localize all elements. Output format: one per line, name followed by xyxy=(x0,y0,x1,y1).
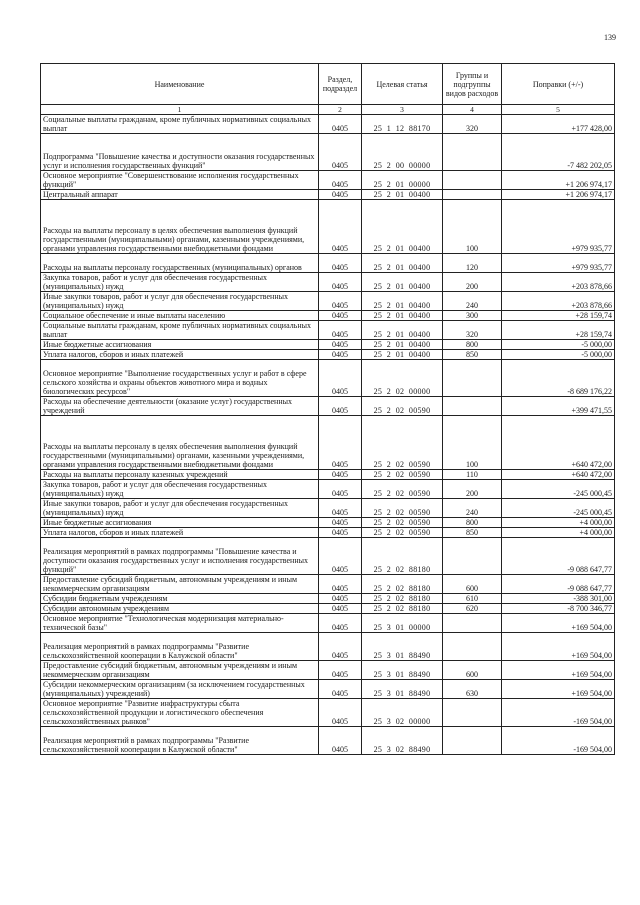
row-name: Расходы на выплаты персоналу казенных учреждений xyxy=(41,470,319,480)
row-group xyxy=(443,633,502,661)
row-target: 25 2 02 00590 xyxy=(362,518,443,528)
row-name: Уплата налогов, сборов и иных платежей xyxy=(41,350,319,360)
row-section: 0405 xyxy=(319,499,362,518)
header-section: Раздел, подраздел xyxy=(319,64,362,105)
row-amount: -169 504,00 xyxy=(502,727,615,755)
row-amount: +1 206 974,17 xyxy=(502,190,615,200)
row-section: 0405 xyxy=(319,614,362,633)
table-row xyxy=(41,171,615,190)
row-name: Основное мероприятие "Совершенствование исполнения государственных функций" xyxy=(41,171,319,190)
row-amount: +28 159,74 xyxy=(502,321,615,340)
table-row xyxy=(41,340,615,350)
row-name: Расходы на обеспечение деятельности (оказание услуг) государственных учреждений xyxy=(41,397,319,416)
row-target: 25 2 01 00400 xyxy=(362,292,443,311)
table-row xyxy=(41,397,615,416)
row-section: 0405 xyxy=(319,538,362,575)
table-row xyxy=(41,190,615,200)
row-section: 0405 xyxy=(319,470,362,480)
row-amount: +169 504,00 xyxy=(502,614,615,633)
table-row xyxy=(41,416,615,470)
row-target: 25 3 01 88490 xyxy=(362,661,443,680)
row-amount: +4 000,00 xyxy=(502,528,615,538)
table-row xyxy=(41,292,615,311)
row-group: 620 xyxy=(443,604,502,614)
row-name: Иные закупки товаров, работ и услуг для обеспечения государственных (муниципальных) нужд xyxy=(41,292,319,311)
table-row xyxy=(41,254,615,273)
column-number-row xyxy=(41,105,615,115)
row-section: 0405 xyxy=(319,661,362,680)
row-section: 0405 xyxy=(319,340,362,350)
table-row xyxy=(41,727,615,755)
row-group: 850 xyxy=(443,350,502,360)
row-group: 300 xyxy=(443,311,502,321)
row-target: 25 3 02 88490 xyxy=(362,727,443,755)
row-target: 25 2 01 00400 xyxy=(362,340,443,350)
table-row xyxy=(41,470,615,480)
row-target: 25 2 02 88180 xyxy=(362,575,443,594)
column-number: 5 xyxy=(502,105,615,115)
row-amount: -9 088 647,77 xyxy=(502,575,615,594)
row-section: 0405 xyxy=(319,604,362,614)
row-group: 610 xyxy=(443,594,502,604)
row-section: 0405 xyxy=(319,480,362,499)
budget-table xyxy=(40,63,615,755)
row-section: 0405 xyxy=(319,727,362,755)
row-amount: +28 159,74 xyxy=(502,311,615,321)
row-target: 25 2 01 00400 xyxy=(362,200,443,254)
row-group: 100 xyxy=(443,200,502,254)
row-name: Расходы на выплаты персоналу в целях обеспечения выполнения функций государственными (муниципальными) органами, казенными учреждениями, органами управления государственными внебюджетными фондами xyxy=(41,416,319,470)
row-target: 25 2 02 88180 xyxy=(362,594,443,604)
row-section: 0405 xyxy=(319,350,362,360)
row-section: 0405 xyxy=(319,200,362,254)
row-target: 25 2 02 00590 xyxy=(362,528,443,538)
row-target: 25 2 01 00000 xyxy=(362,171,443,190)
row-name: Подпрограмма "Повышение качества и доступности оказания государственных услуг и исполнения государственных функций" xyxy=(41,134,319,171)
row-name: Основное мероприятие "Выполнение государственных услуг и работ в сфере сельского хозяйства и охраны объектов животного мира и водных биологических ресурсов" xyxy=(41,360,319,397)
row-target: 25 2 01 00400 xyxy=(362,350,443,360)
row-amount: -388 301,00 xyxy=(502,594,615,604)
row-amount: -245 000,45 xyxy=(502,480,615,499)
table-row xyxy=(41,115,615,134)
row-name: Иные бюджетные ассигнования xyxy=(41,340,319,350)
row-name: Реализация мероприятий в рамках подпрограммы "Повышение качества и доступности оказания государственных услуг и исполнения государственных функций" xyxy=(41,538,319,575)
row-group: 600 xyxy=(443,661,502,680)
row-amount: -5 000,00 xyxy=(502,350,615,360)
row-group: 200 xyxy=(443,273,502,292)
row-amount: -169 504,00 xyxy=(502,699,615,727)
row-group xyxy=(443,397,502,416)
row-name: Центральный аппарат xyxy=(41,190,319,200)
row-section: 0405 xyxy=(319,416,362,470)
row-group: 850 xyxy=(443,528,502,538)
row-name: Субсидии автономным учреждениям xyxy=(41,604,319,614)
table-row xyxy=(41,614,615,633)
row-amount: +640 472,00 xyxy=(502,416,615,470)
table-row xyxy=(41,594,615,604)
row-target: 25 3 02 00000 xyxy=(362,699,443,727)
header-name: Наименование xyxy=(41,64,319,105)
row-section: 0405 xyxy=(319,171,362,190)
column-number: 3 xyxy=(362,105,443,115)
row-group: 240 xyxy=(443,292,502,311)
row-target: 25 2 02 00590 xyxy=(362,397,443,416)
row-group xyxy=(443,360,502,397)
row-target: 25 2 02 88180 xyxy=(362,538,443,575)
table-row xyxy=(41,273,615,292)
row-name: Расходы на выплаты персоналу государственных (муниципальных) органов xyxy=(41,254,319,273)
row-section: 0405 xyxy=(319,699,362,727)
column-number: 1 xyxy=(41,105,319,115)
row-amount: +1 206 974,17 xyxy=(502,171,615,190)
table-row xyxy=(41,633,615,661)
row-section: 0405 xyxy=(319,321,362,340)
row-section: 0405 xyxy=(319,254,362,273)
row-group: 200 xyxy=(443,480,502,499)
row-amount: -245 000,45 xyxy=(502,499,615,518)
row-target: 25 3 01 88490 xyxy=(362,633,443,661)
row-target: 25 2 02 88180 xyxy=(362,604,443,614)
row-section: 0405 xyxy=(319,528,362,538)
row-group xyxy=(443,190,502,200)
row-target: 25 2 01 00400 xyxy=(362,190,443,200)
table-row xyxy=(41,604,615,614)
row-target: 25 2 01 00400 xyxy=(362,254,443,273)
row-target: 25 2 01 00400 xyxy=(362,311,443,321)
table-row xyxy=(41,499,615,518)
table-row xyxy=(41,350,615,360)
row-group: 240 xyxy=(443,499,502,518)
row-amount: -8 689 176,22 xyxy=(502,360,615,397)
row-section: 0405 xyxy=(319,292,362,311)
row-amount: +640 472,00 xyxy=(502,470,615,480)
row-name: Уплата налогов, сборов и иных платежей xyxy=(41,528,319,538)
row-amount: +203 878,66 xyxy=(502,273,615,292)
row-amount: -7 482 202,05 xyxy=(502,134,615,171)
row-amount: -8 700 346,77 xyxy=(502,604,615,614)
row-group: 800 xyxy=(443,340,502,350)
row-amount: -9 088 647,77 xyxy=(502,538,615,575)
row-target: 25 2 02 00590 xyxy=(362,416,443,470)
table-row xyxy=(41,321,615,340)
row-group: 320 xyxy=(443,115,502,134)
header-amendments: Поправки (+/-) xyxy=(502,64,615,105)
row-group: 110 xyxy=(443,470,502,480)
row-section: 0405 xyxy=(319,360,362,397)
row-target: 25 2 02 00000 xyxy=(362,360,443,397)
row-name: Социальное обеспечение и иные выплаты населению xyxy=(41,311,319,321)
row-section: 0405 xyxy=(319,518,362,528)
row-target: 25 2 01 00400 xyxy=(362,321,443,340)
table-row xyxy=(41,134,615,171)
row-amount: +203 878,66 xyxy=(502,292,615,311)
row-section: 0405 xyxy=(319,115,362,134)
header-target: Целевая статья xyxy=(362,64,443,105)
row-amount: +979 935,77 xyxy=(502,254,615,273)
row-target: 25 2 01 00400 xyxy=(362,273,443,292)
row-target: 25 3 01 00000 xyxy=(362,614,443,633)
row-name: Иные бюджетные ассигнования xyxy=(41,518,319,528)
table-row xyxy=(41,661,615,680)
row-name: Основное мероприятие "Технологическая модернизация материально-технической базы" xyxy=(41,614,319,633)
row-name: Реализация мероприятий в рамках подпрограммы "Развитие сельскохозяйственной кооперации в Калужской области" xyxy=(41,727,319,755)
row-group xyxy=(443,171,502,190)
header-row xyxy=(41,64,615,105)
row-amount: +169 504,00 xyxy=(502,633,615,661)
row-amount: +169 504,00 xyxy=(502,661,615,680)
row-target: 25 2 02 00590 xyxy=(362,470,443,480)
row-group xyxy=(443,727,502,755)
row-group xyxy=(443,134,502,171)
row-group xyxy=(443,538,502,575)
row-target: 25 3 01 88490 xyxy=(362,680,443,699)
row-group: 800 xyxy=(443,518,502,528)
row-group: 100 xyxy=(443,416,502,470)
table-row xyxy=(41,360,615,397)
row-name: Расходы на выплаты персоналу в целях обеспечения выполнения функций государственными (муниципальными) органами, казенными учреждениями, органами управления государственными внебюджетными фондами xyxy=(41,200,319,254)
row-target: 25 2 02 00590 xyxy=(362,480,443,499)
row-name: Реализация мероприятий в рамках подпрограммы "Развитие сельскохозяйственной кооперации в Калужской области" xyxy=(41,633,319,661)
row-section: 0405 xyxy=(319,680,362,699)
row-amount: +169 504,00 xyxy=(502,680,615,699)
row-section: 0405 xyxy=(319,633,362,661)
column-number: 4 xyxy=(443,105,502,115)
row-target: 25 2 00 00000 xyxy=(362,134,443,171)
table-row xyxy=(41,699,615,727)
row-amount: +4 000,00 xyxy=(502,518,615,528)
table-row xyxy=(41,575,615,594)
header-groups: Группы и подгруппы видов расходов xyxy=(443,64,502,105)
row-amount: +979 935,77 xyxy=(502,200,615,254)
row-section: 0405 xyxy=(319,594,362,604)
row-section: 0405 xyxy=(319,311,362,321)
row-group xyxy=(443,699,502,727)
row-group: 320 xyxy=(443,321,502,340)
table-row xyxy=(41,311,615,321)
row-name: Социальные выплаты гражданам, кроме публичных нормативных социальных выплат xyxy=(41,321,319,340)
row-group: 630 xyxy=(443,680,502,699)
table-row xyxy=(41,528,615,538)
row-section: 0405 xyxy=(319,575,362,594)
row-section: 0405 xyxy=(319,397,362,416)
row-amount: -5 000,00 xyxy=(502,340,615,350)
row-group xyxy=(443,614,502,633)
row-section: 0405 xyxy=(319,190,362,200)
row-group: 600 xyxy=(443,575,502,594)
row-name: Субсидии бюджетным учреждениям xyxy=(41,594,319,604)
row-name: Иные закупки товаров, работ и услуг для обеспечения государственных (муниципальных) нужд xyxy=(41,499,319,518)
row-name: Субсидии некоммерческим организациям (за исключением государственных (муниципальных) учреждений) xyxy=(41,680,319,699)
table-row xyxy=(41,480,615,499)
row-target: 25 2 02 00590 xyxy=(362,499,443,518)
row-amount: +399 471,55 xyxy=(502,397,615,416)
row-section: 0405 xyxy=(319,273,362,292)
row-section: 0405 xyxy=(319,134,362,171)
row-amount: +177 428,00 xyxy=(502,115,615,134)
table-row xyxy=(41,680,615,699)
row-group: 120 xyxy=(443,254,502,273)
row-name: Закупка товаров, работ и услуг для обеспечения государственных (муниципальных) нужд xyxy=(41,273,319,292)
row-name: Предоставление субсидий бюджетным, автономным учреждениям и иным некоммерческим организациям xyxy=(41,575,319,594)
page-number: 139 xyxy=(604,33,616,42)
table-row xyxy=(41,518,615,528)
row-name: Основное мероприятие "Развитие инфраструктуры сбыта сельскохозяйственной продукции и логистического обеспечения сельскохозяйственных рынков" xyxy=(41,699,319,727)
row-name: Закупка товаров, работ и услуг для обеспечения государственных (муниципальных) нужд xyxy=(41,480,319,499)
row-target: 25 1 12 88170 xyxy=(362,115,443,134)
column-number: 2 xyxy=(319,105,362,115)
table-row xyxy=(41,200,615,254)
row-name: Социальные выплаты гражданам, кроме публичных нормативных социальных выплат xyxy=(41,115,319,134)
row-name: Предоставление субсидий бюджетным, автономным учреждениям и иным некоммерческим организациям xyxy=(41,661,319,680)
table-row xyxy=(41,538,615,575)
